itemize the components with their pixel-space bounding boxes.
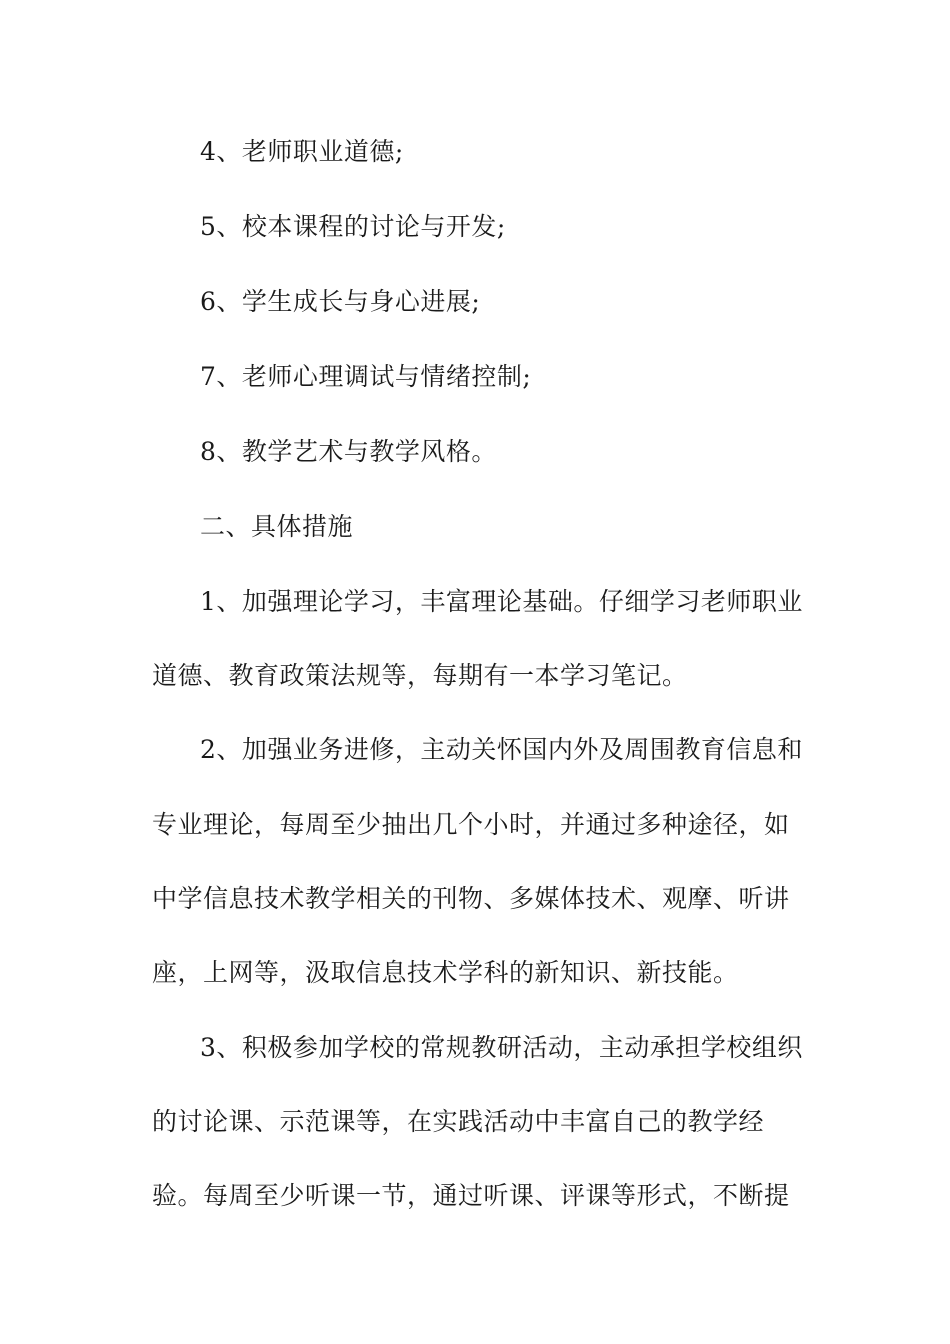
paragraph-line: 2、加强业务进修，主动关怀国内外及周围教育信息和 <box>200 735 803 764</box>
list-item: 7、老师心理调试与情绪控制; <box>200 362 532 391</box>
paragraph-line: 座，上网等，汲取信息技术学科的新知识、新技能。 <box>152 958 739 987</box>
paragraph-line: 的讨论课、示范课等，在实践活动中丰富自己的教学经 <box>152 1107 765 1136</box>
paragraph-line: 专业理论，每周至少抽出几个小时，并通过多种途径，如 <box>152 810 790 839</box>
paragraph-line: 验。每周至少听课一节，通过听课、评课等形式，不断提 <box>152 1181 790 1210</box>
list-item: 4、老师职业道德; <box>200 137 404 166</box>
list-item: 6、学生成长与身心进展; <box>200 287 481 316</box>
list-item: 8、教学艺术与教学风格。 <box>200 437 497 466</box>
list-item: 5、校本课程的讨论与开发; <box>200 212 506 241</box>
paragraph-line: 中学信息技术教学相关的刊物、多媒体技术、观摩、听讲 <box>152 884 790 913</box>
paragraph-line: 道德、教育政策法规等，每期有一本学习笔记。 <box>152 661 688 690</box>
paragraph-line: 3、积极参加学校的常规教研活动，主动承担学校组织 <box>200 1033 803 1062</box>
paragraph-line: 1、加强理论学习，丰富理论基础。仔细学习老师职业 <box>200 587 803 616</box>
section-heading: 二、具体措施 <box>200 512 354 541</box>
